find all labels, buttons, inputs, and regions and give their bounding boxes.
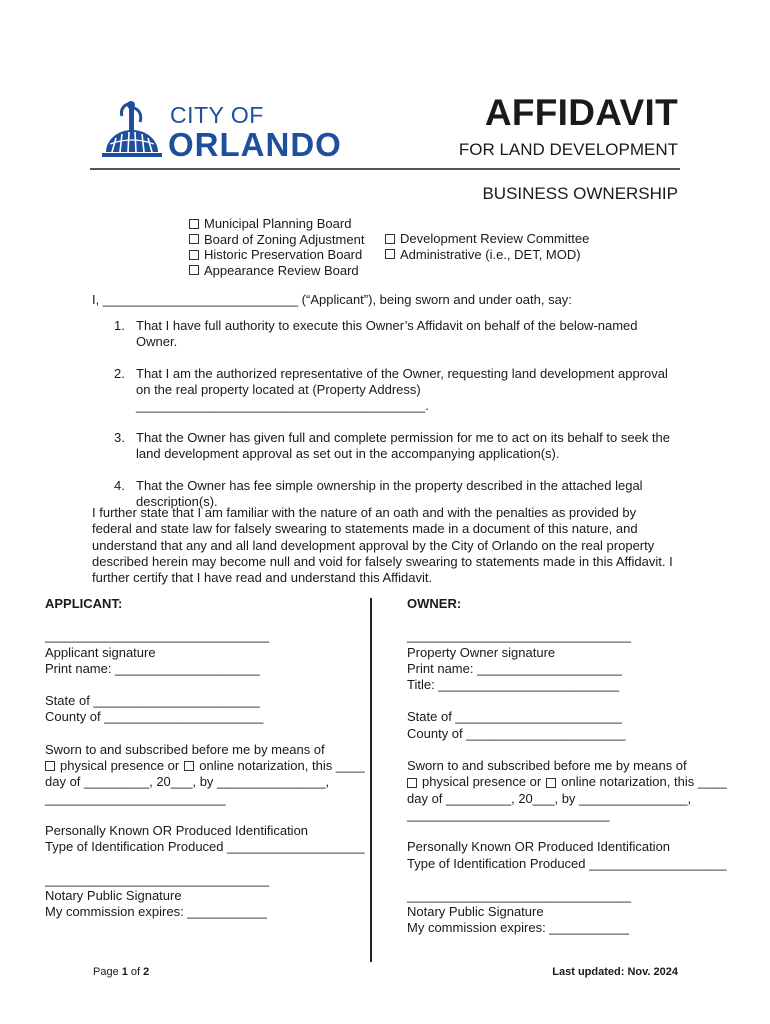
owner-section [407, 596, 727, 937]
applicant-commission-expires[interactable]: My commission expires: ___________ [45, 904, 267, 920]
applicant-identification-text: Personally Known OR Produced Identification [45, 822, 309, 838]
last-updated: Last updated: Nov. 2024 [552, 966, 678, 978]
applicant-print-name[interactable]: Print name: ____________________ [45, 660, 260, 676]
page-total: 2 [143, 966, 150, 978]
checkbox[interactable] [189, 219, 199, 229]
city-of-orlando-logo [100, 100, 350, 162]
board-option-label: Appearance Review Board [204, 262, 359, 278]
owner-commission-expires[interactable]: My commission expires: ___________ [407, 920, 629, 936]
applicant-section [45, 596, 365, 920]
board-option-label: Municipal Planning Board [204, 216, 352, 231]
board-option-label: Board of Zoning Adjustment [204, 231, 365, 247]
applicant-notary-signature-line[interactable]: _______________________________ [45, 871, 270, 887]
owner-notarization-options [407, 774, 727, 790]
owner-day-line[interactable]: day of _________, 20___, by _______________, [407, 790, 692, 806]
applicant-notarization-options [45, 758, 365, 774]
document-title: AFFIDAVIT [484, 92, 678, 133]
board-option[interactable] [385, 231, 589, 247]
online-notarization-checkbox[interactable] [184, 761, 194, 771]
owner-identification-type[interactable]: Type of Identification Produced ___________________ [407, 855, 727, 871]
owner-state[interactable]: State of _______________________ [407, 709, 622, 725]
owner-signature-line[interactable]: _______________________________ [407, 628, 632, 644]
applicant-oath-intro: I, ___________________________ (“Applicant”), being sworn and under oath, say: [92, 292, 572, 307]
board-option[interactable] [189, 247, 364, 263]
statement-text: That I have full authority to execute this Owner’s Affidavit on behalf of the below-named Owner. [136, 318, 638, 349]
document-subtitle: FOR LAND DEVELOPMENT [458, 140, 678, 159]
applicant-name-blank[interactable]: _________________________ [45, 790, 226, 806]
owner-signature-label: Property Owner signature [407, 644, 556, 660]
checkbox[interactable] [385, 249, 395, 259]
fountain-icon [100, 100, 166, 162]
physical-presence-label: physical presence or [422, 774, 542, 790]
section-title: BUSINESS OWNERSHIP [482, 184, 678, 203]
applicant-identification-type[interactable]: Type of Identification Produced ___________________ [45, 839, 365, 855]
applicant-county[interactable]: County of ______________________ [45, 709, 264, 725]
board-checkbox-list-left [189, 216, 364, 278]
owner-sworn-text: Sworn to and subscribed before me by means of [407, 758, 687, 774]
owner-identification-text: Personally Known OR Produced Identification [407, 839, 671, 855]
owner-notary-signature-line[interactable]: _______________________________ [407, 887, 632, 903]
statement-text: That the Owner has fee simple ownership in the property described in the attached legal description(s). [136, 478, 643, 509]
certification-paragraph: I further state that I am familiar with the nature of an oath and with the penalties as provided by federal and state law for falsely swearing to statements made in a document of this nature, and understand that any and all land development approval by the City of Orlando on the real property described herein may become null and void for falsely swearing to statements made in this Affidavit. I further certify that I have read and understand this Affidavit. [92, 505, 673, 586]
statement-list [92, 318, 682, 526]
header-divider [90, 168, 680, 170]
board-option-label: Development Review Committee [400, 231, 590, 246]
statement-number: 2. [114, 366, 125, 381]
checkbox[interactable] [189, 234, 199, 244]
online-notarization-checkbox[interactable] [546, 778, 556, 788]
board-option[interactable] [189, 263, 364, 279]
board-option[interactable] [189, 216, 364, 232]
applicant-day-line[interactable]: day of _________, 20___, by _______________, [45, 774, 330, 790]
checkbox[interactable] [189, 250, 199, 260]
page-current: 1 [121, 966, 128, 978]
statement-number: 3. [114, 430, 125, 445]
owner-print-name[interactable]: Print name: ____________________ [407, 660, 622, 676]
statement-item [92, 318, 682, 350]
column-divider [370, 598, 372, 962]
board-option-label: Historic Preservation Board [204, 247, 363, 262]
logo-text-orlando: ORLANDO [168, 126, 342, 163]
owner-county[interactable]: County of ______________________ [407, 725, 626, 741]
applicant-notary-signature-label: Notary Public Signature [45, 887, 182, 903]
applicant-signature-label: Applicant signature [45, 644, 156, 660]
checkbox[interactable] [189, 265, 199, 275]
statement-number: 4. [114, 478, 125, 493]
online-notarization-label: online notarization, this ____ [561, 774, 727, 790]
owner-title[interactable]: Title: _________________________ [407, 677, 620, 693]
applicant-signature-line[interactable]: _______________________________ [45, 628, 270, 644]
board-option-label: Administrative (i.e., DET, MOD) [400, 246, 581, 262]
physical-presence-checkbox[interactable] [45, 761, 55, 771]
applicant-state[interactable]: State of _______________________ [45, 693, 260, 709]
statement-item [92, 366, 682, 414]
statement-text: That the Owner has given full and complete permission for me to act on its behalf to seek the land development approval as set out in the accompanying application(s). [136, 430, 671, 461]
statement-number: 1. [114, 318, 125, 333]
statement-text: That I am the authorized representative of the Owner, requesting land development approval on the real property located at (Property Address) ________________________________________. [136, 366, 668, 413]
applicant-heading: APPLICANT: [45, 596, 123, 611]
page-number [93, 966, 149, 978]
owner-heading: OWNER: [407, 596, 462, 611]
applicant-sworn-text: Sworn to and subscribed before me by means of [45, 741, 325, 757]
board-option[interactable] [385, 247, 589, 263]
page-of: of [127, 966, 144, 978]
online-notarization-label: online notarization, this ____ [199, 758, 365, 774]
board-checkbox-list-right [385, 231, 589, 262]
board-option[interactable] [189, 232, 364, 248]
statement-item [92, 430, 682, 462]
logo-text-city-of: CITY OF [170, 102, 264, 128]
physical-presence-checkbox[interactable] [407, 778, 417, 788]
owner-notary-signature-label: Notary Public Signature [407, 904, 544, 920]
physical-presence-label: physical presence or [60, 758, 180, 774]
owner-name-blank[interactable]: ____________________________ [407, 806, 610, 822]
checkbox[interactable] [385, 234, 395, 244]
page-prefix: Page [93, 966, 122, 978]
